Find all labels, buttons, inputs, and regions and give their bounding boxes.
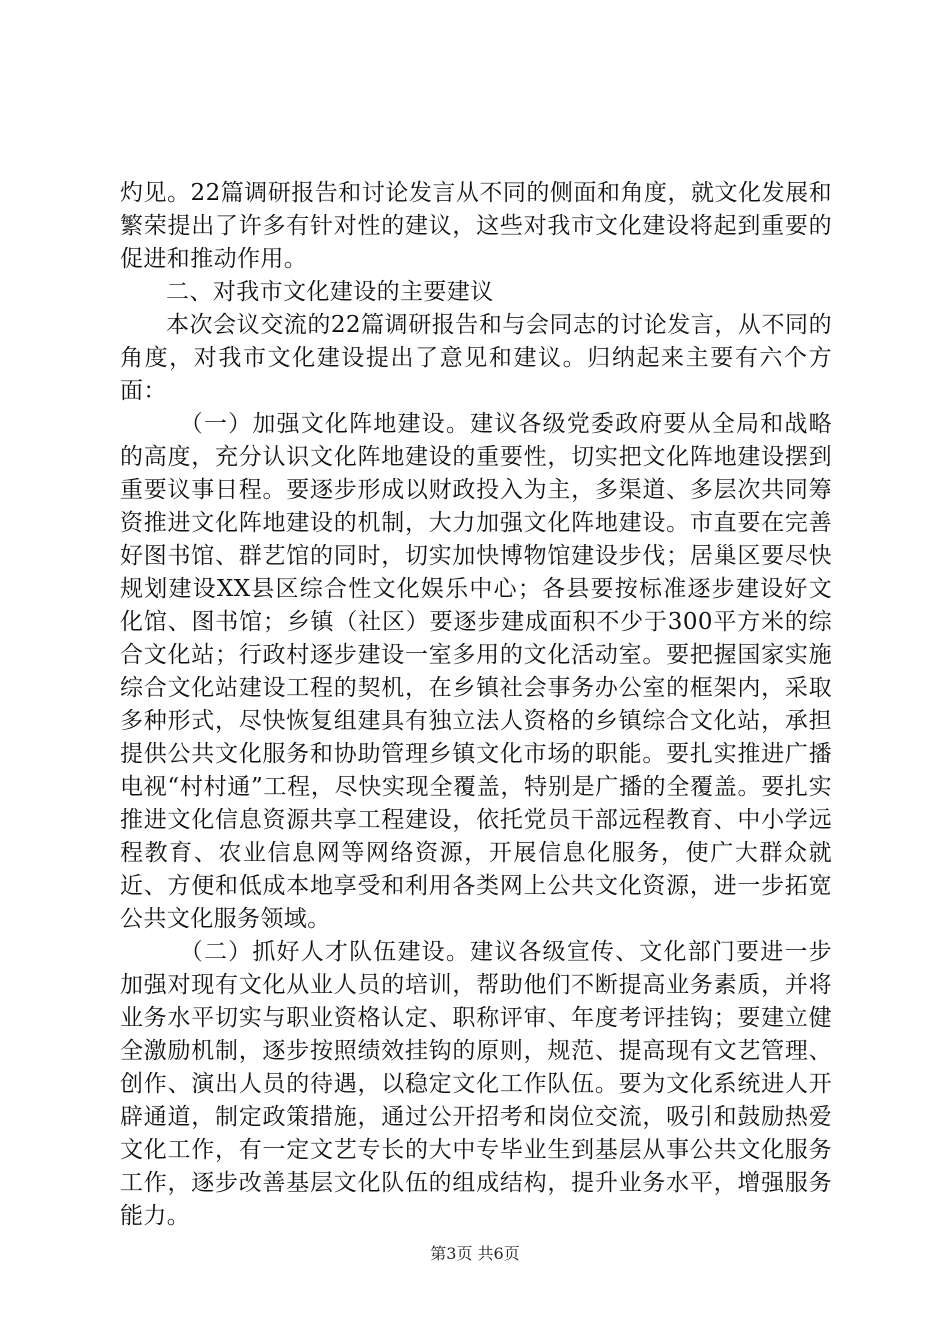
document-body <box>120 177 832 1233</box>
page-footer: 第3页 共6页 <box>430 1244 520 1263</box>
paragraph-item-1: （一）加强文化阵地建设。建议各级党委政府要从全局和战略的高度，充分认识文化阵地建设的重要性，切实把文化阵地建设摆到重要议事日程。要逐步形成以财政投入为主，多渠道、多层次共同筹资推进文化阵地建设的机制，大力加强文化阵地建设。市直要在完善好图书馆、群艺馆的同时，切实加快博物馆建设步伐；居巢区要尽快规划建设XX县区综合性文化娱乐中心；各县要按标准逐步建设好文化馆、图书馆；乡镇（社区）要逐步建成面积不少于300平方米的综合文化站；行政村逐步建设一室多用的文化活动室。要把握国家实施综合文化站建设工程的契机，在乡镇社会事务办公室的框架内，采取多种形式，尽快恢复组建具有独立法人资格的乡镇综合文化站，承担提供公共文化服务和协助管理乡镇文化市场的职能。要扎实推进广播电视“村村通”工程，尽快实现全覆盖，特别是广播的全覆盖。要扎实推进文化信息资源共享工程建设，依托党员干部远程教育、中小学远程教育、农业信息网等网络资源，开展信息化服务，使广大群众就近、方便和低成本地享受和利用各类网上公共文化资源，进一步拓宽公共文化服务领域。 <box>120 411 832 932</box>
paragraph-continuation: 灼见。22篇调研报告和讨论发言从不同的侧面和角度，就文化发展和繁荣提出了许多有针对性的建议，这些对我市文化建设将起到重要的促进和推动作用。 <box>120 180 832 272</box>
section-heading: 二、对我市文化建设的主要建议 <box>166 279 494 305</box>
paragraph-item-2: （二）抓好人才队伍建设。建议各级宣传、文化部门要进一步加强对现有文化从业人员的培训，帮助他们不断提高业务素质，并将业务水平切实与职业资格认定、职称评审、年度考评挂钩；要建立健全激励机制，逐步按照绩效挂钩的原则，规范、提高现有文艺管理、创作、演出人员的待遇，以稳定文化工作队伍。要为文化系统进人开辟通道，制定政策措施，通过公开招考和岗位交流，吸引和鼓励热爱文化工作，有一定文艺专长的大中专毕业生到基层从事公共文化服务工作，逐步改善基层文化队伍的组成结构，提升业务水平，增强服务能力。 <box>120 939 832 1229</box>
paragraph-intro: 本次会议交流的22篇调研报告和与会同志的讨论发言，从不同的角度，对我市文化建设提出了意见和建议。归纳起来主要有六个方面： <box>120 312 832 404</box>
